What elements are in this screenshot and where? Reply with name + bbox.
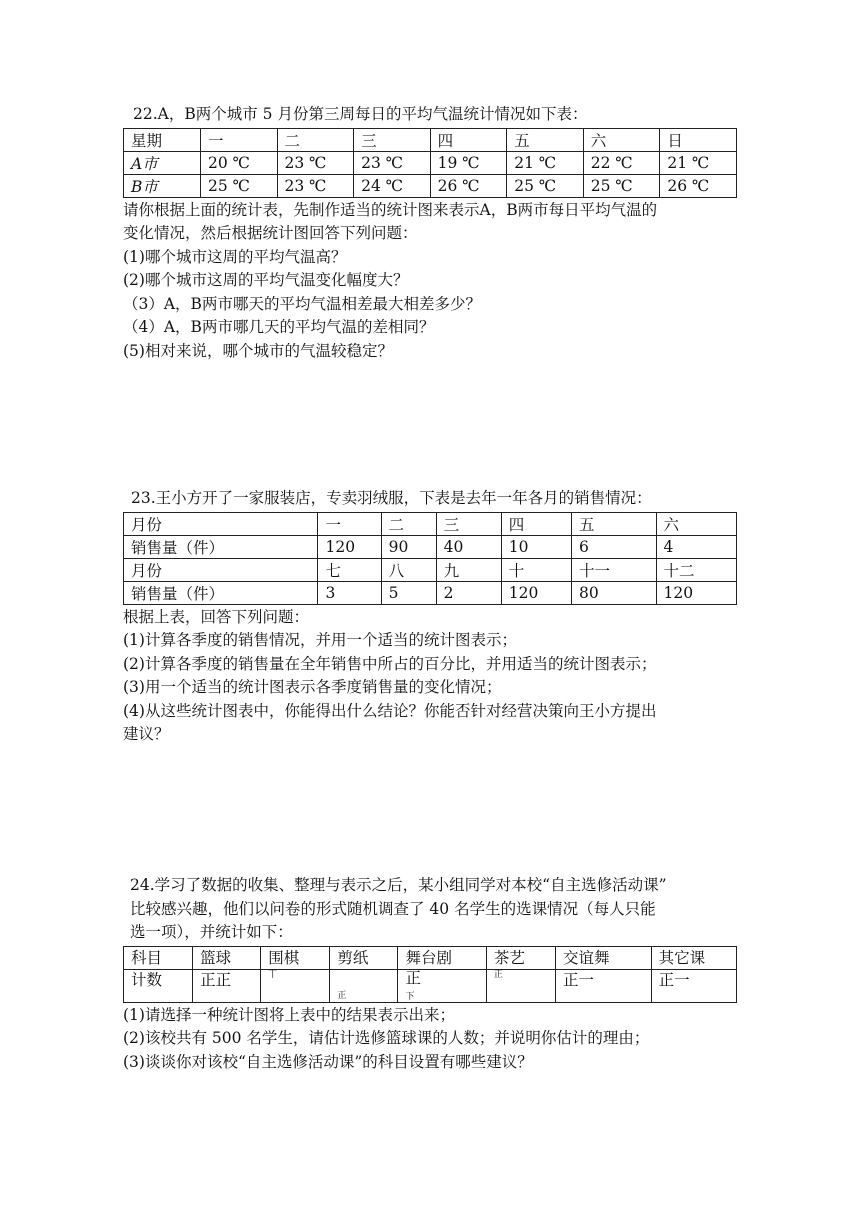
table-cell: 10	[501, 535, 571, 558]
tally-mark: 丅	[268, 969, 278, 980]
q22-line: 变化情况，然后根据统计图回答下列问题：	[123, 224, 418, 242]
tally-mark: 正	[493, 969, 503, 980]
table-cell: 20 ℃	[200, 151, 277, 174]
row-label: 计数	[124, 969, 193, 1002]
q24-survey-table	[123, 946, 737, 1003]
q23-sales-table	[123, 512, 737, 605]
table-cell: 五	[572, 512, 657, 535]
table-header-row	[124, 128, 737, 151]
tally-cell: 正一	[556, 969, 652, 1002]
table-cell: 十	[501, 558, 571, 581]
q24-title: 选一项），并统计如下：	[130, 923, 293, 941]
tally-mark: 正	[405, 968, 421, 987]
table-cell: 25 ℃	[200, 174, 277, 197]
q24-line: (1)请选择一种统计图将上表中的结果表示出来；	[123, 1005, 455, 1024]
table-cell: 七	[318, 558, 381, 581]
table-cell: 24 ℃	[354, 174, 431, 197]
row-label: 月份	[124, 512, 318, 535]
q23-line: 建议？	[123, 725, 170, 743]
row-label: A市	[124, 151, 201, 174]
table-cell: 21 ℃	[660, 151, 737, 174]
q24-line: (3)谈谈你对该校“自主选修活动课”的科目设置有哪些建议？	[123, 1052, 533, 1071]
table-cell: 六	[656, 512, 736, 535]
table-row	[124, 969, 737, 1002]
header-cell: 星期	[124, 128, 201, 151]
table-cell: 90	[381, 535, 436, 558]
q24-title: 比较感兴趣，他们以问卷的形式随机调查了 40 名学生的选课情况（每人只能	[130, 899, 656, 918]
row-label: 月份	[124, 558, 318, 581]
q22-temperature-table	[123, 128, 737, 198]
q23-title: 23.王小方开了一家服装店，专卖羽绒服，下表是去年一年各月的销售情况：	[131, 489, 652, 507]
tally-cell	[486, 969, 555, 1002]
q22-line: 请你根据上面的统计表，先制作适当的统计图来表示A，B两市每日平均气温的	[123, 200, 658, 219]
header-cell: 五	[507, 128, 584, 151]
header-cell: 剪纸	[330, 946, 398, 969]
tally-cell: 正一	[651, 969, 736, 1002]
q22-title: 22.A，B两个城市 5 月份第三周每日的平均气温统计情况如下表：	[133, 105, 588, 123]
table-cell: 19 ℃	[430, 151, 507, 174]
row-label: 销售量（件）	[124, 535, 318, 558]
table-cell: 八	[381, 558, 436, 581]
table-cell: 2	[436, 581, 501, 604]
q23-line: 根据上表，回答下列问题：	[123, 607, 310, 626]
header-cell: 日	[660, 128, 737, 151]
table-cell: 6	[572, 535, 657, 558]
header-cell: 篮球	[193, 946, 261, 969]
tally-mark: 正	[337, 990, 347, 1001]
table-row	[124, 151, 737, 174]
header-cell: 一	[200, 128, 277, 151]
table-cell: 22 ℃	[583, 151, 660, 174]
header-cell: 交谊舞	[556, 946, 652, 969]
table-cell: 26 ℃	[660, 174, 737, 197]
q24-line: (2)该校共有 500 名学生，请估计选修篮球课的人数；并说明你估计的理由；	[123, 1029, 650, 1047]
tally-cell	[330, 969, 398, 1002]
question-22	[123, 103, 743, 363]
table-cell: 3	[318, 581, 381, 604]
table-cell: 5	[381, 581, 436, 604]
table-row	[124, 512, 737, 535]
tally-cell: 正正	[193, 969, 261, 1002]
table-cell: 120	[501, 581, 571, 604]
table-cell: 120	[656, 581, 736, 604]
q22-line: (2)哪个城市这周的平均气温变化幅度大？	[123, 271, 409, 289]
q22-line: (5)相对来说，哪个城市的气温较稳定？	[123, 341, 393, 360]
table-cell: 25 ℃	[583, 174, 660, 197]
header-cell: 六	[583, 128, 660, 151]
table-row	[124, 535, 737, 558]
header-cell: 科目	[124, 946, 193, 969]
header-cell: 围棋	[261, 946, 330, 969]
q23-line: (4)从这些统计图表中，你能得出什么结论？你能否针对经营决策向王小方提出	[123, 701, 657, 720]
row-label: 销售量（件）	[124, 581, 318, 604]
table-cell: 40	[436, 535, 501, 558]
table-row	[124, 581, 737, 604]
table-cell: 十一	[572, 558, 657, 581]
table-cell: 26 ℃	[430, 174, 507, 197]
q22-line: (1)哪个城市这周的平均气温高？	[123, 247, 347, 266]
q23-line: (2)计算各季度的销售量在全年销售中所占的百分比，并用适当的统计图表示；	[123, 654, 657, 673]
table-cell: 四	[501, 512, 571, 535]
header-cell: 茶艺	[486, 946, 555, 969]
table-cell: 三	[436, 512, 501, 535]
table-cell: 120	[318, 535, 381, 558]
table-cell: 23 ℃	[277, 174, 354, 197]
table-cell: 二	[381, 512, 436, 535]
tally-cell	[261, 969, 330, 1002]
table-cell: 21 ℃	[507, 151, 584, 174]
header-cell: 二	[277, 128, 354, 151]
header-cell: 四	[430, 128, 507, 151]
table-cell: 九	[436, 558, 501, 581]
row-label: B市	[124, 174, 201, 197]
table-cell: 25 ℃	[507, 174, 584, 197]
tally-mark: 下	[405, 991, 415, 1002]
header-cell: 舞台剧	[398, 946, 486, 969]
tally-cell	[398, 969, 486, 1002]
table-cell: 80	[572, 581, 657, 604]
table-header-row	[124, 946, 737, 969]
header-cell: 三	[354, 128, 431, 151]
table-cell: 4	[656, 535, 736, 558]
table-cell: 23 ℃	[277, 151, 354, 174]
table-cell: 23 ℃	[354, 151, 431, 174]
q23-line: (1)计算各季度的销售情况，并用一个适当的统计图表示；	[123, 631, 517, 649]
q23-line: (3)用一个适当的统计图表示各季度销售量的变化情况；	[123, 678, 502, 696]
table-cell: 一	[318, 512, 381, 535]
question-24	[123, 874, 743, 1074]
q24-title: 24.学习了数据的收集、整理与表示之后，某小组同学对本校“自主选修活动课”	[130, 876, 667, 894]
header-cell: 其它课	[651, 946, 736, 969]
q22-line: （3）A，B两市哪天的平均气温相差最大相差多少？	[123, 294, 481, 313]
table-row	[124, 174, 737, 197]
q22-line: （4）A，B两市哪几天的平均气温的差相同？	[123, 318, 435, 336]
table-row	[124, 558, 737, 581]
question-23	[123, 487, 743, 747]
table-cell: 十二	[656, 558, 736, 581]
